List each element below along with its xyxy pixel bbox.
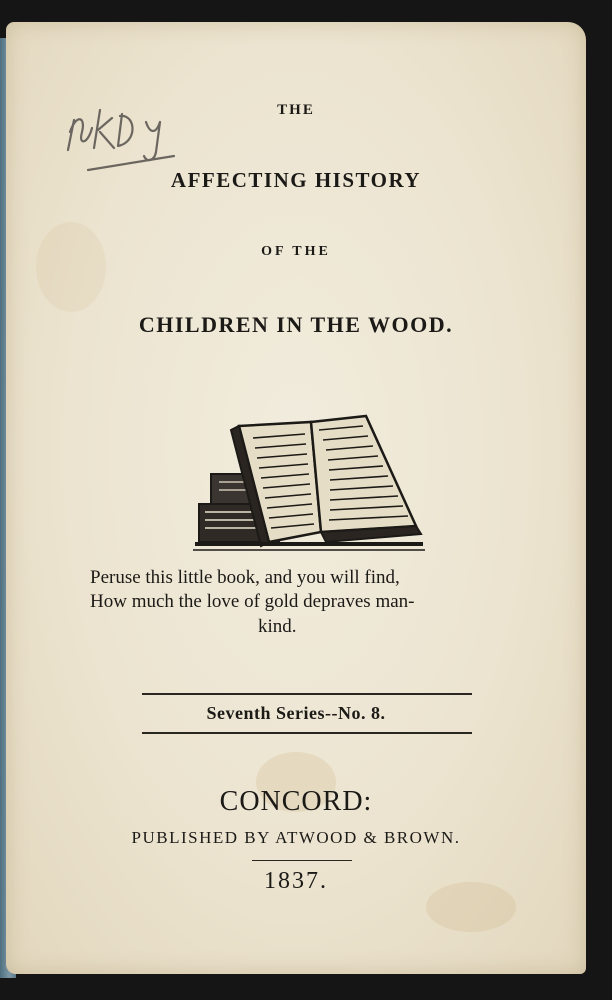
open-book-woodcut-icon bbox=[191, 414, 426, 558]
title-affecting-history: AFFECTING HISTORY bbox=[170, 168, 422, 192]
imprint-rule bbox=[252, 860, 352, 861]
paper-stain bbox=[36, 222, 106, 312]
title-children-in-the-wood: CHILDREN IN THE WOOD. bbox=[138, 312, 454, 337]
divider-top bbox=[142, 693, 472, 695]
imprint-city: CONCORD: bbox=[219, 786, 373, 817]
epigraph-line-3: kind. bbox=[258, 616, 297, 637]
epigraph-line-2: How much the love of gold depraves man- bbox=[90, 591, 415, 612]
series-number: Seventh Series--No. 8. bbox=[206, 703, 386, 723]
imprint-year: 1837. bbox=[264, 868, 328, 894]
title-of-the: OF THE bbox=[261, 244, 331, 259]
title-the: THE bbox=[277, 102, 315, 118]
imprint-publisher: PUBLISHED BY ATWOOD & BROWN. bbox=[131, 828, 461, 847]
epigraph-line-1: Peruse this little book, and you will find, bbox=[90, 567, 400, 588]
title-page bbox=[6, 22, 586, 974]
divider-bottom bbox=[142, 732, 472, 734]
